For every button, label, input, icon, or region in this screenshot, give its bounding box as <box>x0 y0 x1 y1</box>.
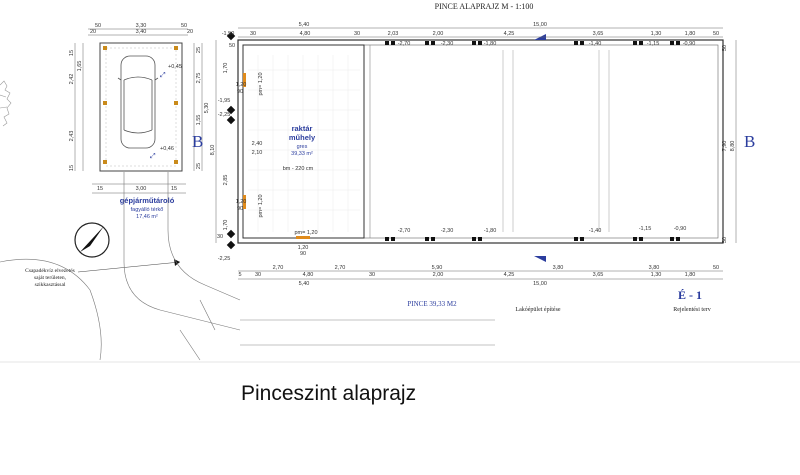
dimension-label: 3,80 <box>648 265 660 271</box>
dimension-label: szikkasztással <box>34 282 66 288</box>
dimension-label: 2,42 <box>69 73 75 85</box>
dimension-label: 20 <box>89 29 97 35</box>
shrub-outline <box>0 81 11 126</box>
dimension-label: -0,90 <box>673 226 687 232</box>
dimension-label: -2,30 <box>440 41 454 47</box>
dimension-label: 15,00 <box>533 281 547 287</box>
dimension-label: 1,30 <box>650 272 662 278</box>
dimension-label: -2,30 <box>440 228 454 234</box>
dimension-label: -1,95 <box>217 98 231 104</box>
dimension-label: 15 <box>170 186 178 192</box>
dimension-label: 50 <box>228 43 236 49</box>
dimension-label: 90 <box>299 251 307 257</box>
dimension-label: 1,30 <box>650 31 662 37</box>
driveway-outline <box>0 172 495 360</box>
dimension-label: 4,25 <box>503 272 515 278</box>
dimension-label: 30 <box>216 234 224 240</box>
dimension-label: 5 <box>238 272 242 278</box>
garage-level-bottom: +0,46 <box>160 146 174 152</box>
dimension-label: -1,40 <box>588 228 602 234</box>
dimension-label: 8,10 <box>210 144 216 156</box>
dimension-label: 30 <box>353 31 361 37</box>
dimension-label: 4,80 <box>302 272 314 278</box>
dimension-label: 2,00 <box>432 272 444 278</box>
dimension-label: 90 <box>236 89 244 95</box>
dimension-label: Csapadékvíz elvezetés <box>25 268 75 274</box>
dimension-label: -2,70 <box>397 228 411 234</box>
dimension-label: 5,30 <box>204 102 210 114</box>
dimension-label: 1,80 <box>684 272 696 278</box>
svg-text:⤢: ⤢ <box>160 72 166 79</box>
dimension-label: -1,50 <box>221 31 235 37</box>
dimension-label: 20 <box>186 29 194 35</box>
dimension-label: 3,80 <box>552 265 564 271</box>
dimension-label: -1,80 <box>483 228 497 234</box>
car-icon <box>118 56 158 148</box>
section-marker-left: B <box>192 132 204 151</box>
room-label <box>283 124 316 172</box>
dimension-label: 2,70 <box>334 265 346 271</box>
garage <box>69 23 210 220</box>
drainage-note <box>25 259 180 288</box>
dimension-label: saját területen, <box>33 275 67 281</box>
dimension-label: 2,40 <box>251 141 263 147</box>
dimension-label: 25 <box>196 162 202 170</box>
dimension-label: -1,15 <box>646 41 660 47</box>
dimension-label: 3,65 <box>592 31 604 37</box>
dimension-label: 50 <box>722 44 728 52</box>
dimension-label: 2,85 <box>223 174 229 186</box>
dimension-label: -2,25 <box>217 256 231 262</box>
plan-type: Rejelentési terv <box>673 307 711 313</box>
dimension-label: 15 <box>69 164 75 172</box>
dimension-label: 1,20 <box>297 245 309 251</box>
dimension-label: 2,75 <box>196 72 202 84</box>
dimension-label: 4,80 <box>299 31 311 37</box>
dimension-label: 3,00 <box>135 186 147 192</box>
dimension-label: -1,80 <box>483 41 497 47</box>
dimension-label: 4,25 <box>503 31 515 37</box>
dimension-label: 5,40 <box>298 22 310 28</box>
dimension-label: -2,70 <box>397 41 411 47</box>
garage-area: 17,46 m² <box>136 214 158 220</box>
dimension-label: 3,65 <box>592 272 604 278</box>
dimension-label: 1,20 <box>235 199 247 205</box>
dimension-label: 30 <box>368 272 376 278</box>
dimension-label: -1,15 <box>638 226 652 232</box>
page-caption: Pinceszint alaprajz <box>241 382 417 405</box>
dimension-label: 50 <box>712 31 720 37</box>
dimension-label: 8,80 <box>730 140 736 152</box>
dimension-label: 30 <box>254 272 262 278</box>
room-area: 39,33 m² <box>291 151 313 157</box>
dimension-label: pm= 1,20 <box>258 72 264 96</box>
dimension-label: 15 <box>69 49 75 57</box>
garage-level-top: +0,45 <box>168 64 182 70</box>
garage-material: fagyálló térkő <box>130 207 164 213</box>
dimension-label: 1,70 <box>223 62 229 74</box>
dimension-label: 50 <box>712 265 720 271</box>
dimension-label: 2,10 <box>251 150 263 156</box>
dimension-label: 3,40 <box>135 29 147 35</box>
dimension-label: -0,90 <box>682 41 696 47</box>
sheet-number: É - 1 <box>678 288 702 302</box>
dimension-label: 15 <box>96 186 104 192</box>
dimension-label: 25 <box>196 46 202 54</box>
dimension-label: 50 <box>722 236 728 244</box>
dimension-label: 1,80 <box>684 31 696 37</box>
dimension-label: 2,43 <box>69 130 75 142</box>
north-arrow-icon <box>75 223 109 257</box>
dimension-label: 3,30 <box>135 23 147 29</box>
dimension-label: 1,55 <box>196 114 202 126</box>
dimension-label: 1,65 <box>77 60 83 72</box>
dimension-label: 5,40 <box>298 281 310 287</box>
dimension-label: 2,00 <box>432 31 444 37</box>
dimension-label: 2,03 <box>387 31 399 37</box>
dimension-label: 90 <box>236 206 244 212</box>
dimension-label: 50 <box>94 23 102 29</box>
room-height: bm - 220 cm <box>282 166 314 172</box>
dimension-label: 5,90 <box>431 265 443 271</box>
room-material: gres <box>296 144 308 150</box>
dimension-label: -2,25 <box>217 112 231 118</box>
garage-name: gépjárműtároló <box>119 196 175 205</box>
dimension-label: 1,20 <box>235 82 247 88</box>
dimension-label: 50 <box>180 23 188 29</box>
dimension-label: 7,90 <box>722 140 728 152</box>
dimension-label: 1,70 <box>223 219 229 231</box>
dimension-label: pm= 1,20 <box>258 194 264 218</box>
svg-text:⤢: ⤢ <box>150 153 156 160</box>
dimension-label: 30 <box>249 31 257 37</box>
dimension-label: pm= 1,20 <box>294 230 318 236</box>
room-name: raktár <box>291 124 313 133</box>
room-name-2: műhely <box>288 133 316 142</box>
dimension-label: 2,70 <box>272 265 284 271</box>
section-marker-right: B <box>744 132 756 151</box>
plan-title: PINCE ALAPRAJZ M - 1:100 <box>434 2 534 11</box>
basement-total: PINCE 39,33 M2 <box>407 300 457 308</box>
project-name: Lakóépület építése <box>515 307 561 313</box>
dimension-label: 15,00 <box>533 22 547 28</box>
dimension-label: -1,40 <box>588 41 602 47</box>
